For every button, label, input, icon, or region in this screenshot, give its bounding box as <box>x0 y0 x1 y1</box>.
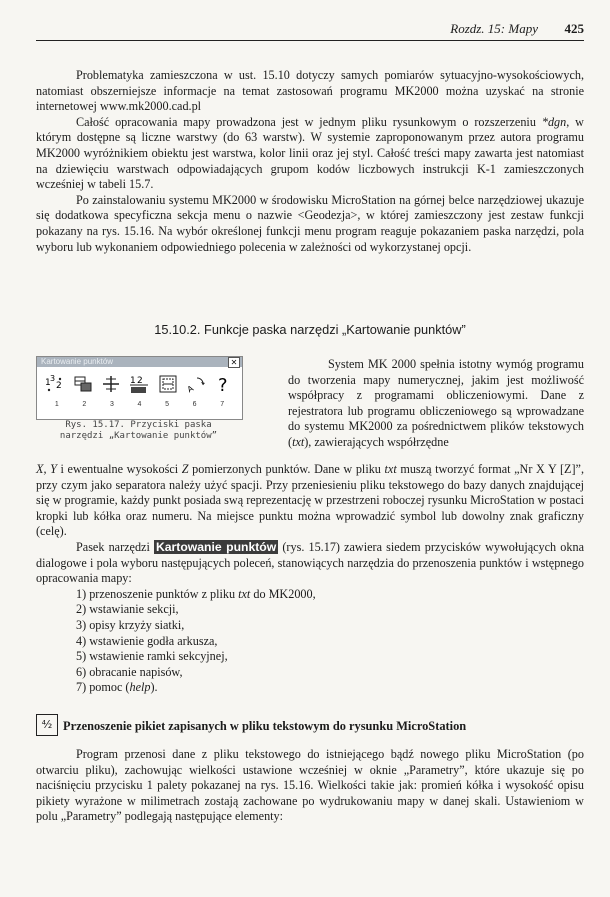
rotate-text-icon[interactable] <box>185 373 207 395</box>
svg-text:?: ? <box>217 375 228 395</box>
list-number: 3) <box>76 617 87 632</box>
paragraph-4-full <box>36 462 584 540</box>
svg-text:1: 1 <box>130 376 137 386</box>
section-heading <box>36 714 584 740</box>
list-item <box>36 649 584 665</box>
import-points-icon[interactable] <box>44 373 66 395</box>
button-number: 4 <box>137 401 142 408</box>
paragraph-2-text: Całość opracowania mapy prowadzona jest w jednym pliku rysunkowym o rozszerzeniu <box>76 114 542 129</box>
list-number: 6) <box>76 664 87 679</box>
list-item <box>36 665 584 681</box>
figure-caption-line-2: narzędzi „Kartowanie punktów” <box>59 431 218 441</box>
section-title: Przenoszenie pikiet zapisanych w pliku tekstowym do rysunku MicroStation <box>63 719 467 733</box>
sheet-emblem-icon[interactable] <box>128 373 150 395</box>
toolbar-buttons <box>37 367 242 401</box>
toolbar-title: Kartowanie punktów <box>41 357 114 366</box>
list-item <box>36 602 584 618</box>
section-frame-icon[interactable] <box>157 373 179 395</box>
txt-term: txt <box>384 462 397 476</box>
p4-text-4: pomierzonych punktów. Dane w pliku <box>188 462 385 476</box>
paragraph-4-side-text: System MK 2000 spełnia istotny wymóg programu do tworzenia mapy numerycznej, jakim jest możliwość współpracy z programami obliczeniowymi. Dane z rejestratora lub programu obliczeniowego są wprowadzane do systemu MK2000 za pośrednictwem plików tekstowych ( <box>288 357 584 449</box>
list-item <box>36 634 584 650</box>
toolbar-figure <box>36 356 243 420</box>
insert-section-icon[interactable] <box>72 373 94 395</box>
paragraph-4-side-end: ), zawierających współrzędne <box>304 434 449 449</box>
main-text <box>36 462 584 696</box>
closing-text <box>36 747 584 825</box>
list-number: 4) <box>76 633 87 648</box>
list-tail: do MK2000, <box>250 586 316 601</box>
button-number: 1 <box>54 401 59 408</box>
import-points-icon: ⁴⁄₂ <box>36 714 58 736</box>
button-number: 7 <box>220 401 225 408</box>
paragraph-1 <box>36 68 584 115</box>
svg-text:A: A <box>185 383 195 395</box>
p4-text-2: i ewentualne wysokości <box>56 462 182 476</box>
list-text: przenoszenie punktów z pliku <box>89 586 239 601</box>
p5-text-a: Pasek narzędzi <box>76 539 154 554</box>
list-number: 1) <box>76 586 87 601</box>
list-item <box>36 680 584 696</box>
highlighted-toolbar-name: Kartowanie punktów <box>155 539 277 554</box>
figure-caption-line-1: Rys. 15.17. Przyciski paska <box>65 420 212 430</box>
close-icon[interactable]: ✕ <box>228 357 240 368</box>
list-number: 7) <box>76 680 87 695</box>
list-emphasis: help <box>129 680 151 695</box>
list-text: opisy krzyży siatki, <box>89 617 185 632</box>
button-number: 2 <box>82 401 87 408</box>
paragraph-3: Po zainstalowaniu systemu MK2000 w środowisku MicroStation na górnej belce narzędziowej ukazuje się dodatkowa specyficzna sekcja menu o nazwie <Geodezja>, w której zamieszczony jest zestaw funkcji pokazany na rys. 15.16. Na wybór określonej funkcji menu program reaguje pokazaniem paska narzędzi, pola wyboru lub wykonaniem odpowiedniego polecenia w zależności od wykorzystanej opcji. <box>36 192 584 254</box>
toolbar-button-numbers <box>37 401 242 408</box>
xy-term: X, Y <box>36 462 57 476</box>
paragraph-4-side <box>288 357 584 451</box>
intro-block <box>36 68 584 255</box>
figure-caption <box>36 420 241 442</box>
paragraph-5 <box>36 540 584 587</box>
button-number: 3 <box>109 401 114 408</box>
paragraph-2-text-cont: , w którym dostępne są liczne warstwy (do 63 warstw). W systemie zaproponowanym przez autora programu MK2000 wyróżnikiem obiektu jest warstwa, kolor linii oraz jej styl. Całość treści mapy zawarta jest natomiast na dziewięciu warstwach odpowiadających grupom kodów liczbowych instrukcji K-1 zamieszczonych wcześniej w tabeli 15.7. <box>36 114 584 192</box>
paragraph-1-text: Problematyka zamieszczona w ust. 15.10 dotyczy samych pomiarów sytuacyjno-wysokościowych, natomiast obszerniejsze informacje na temat zastosowań programu MK2000 można uzyskać na stronie internetowej <box>36 68 584 114</box>
paragraph-2 <box>36 115 584 193</box>
grid-cross-labels-icon[interactable] <box>100 373 122 395</box>
svg-text:3: 3 <box>50 374 56 383</box>
paragraph-6: Program przenosi dane z pliku tekstowego do istniejącego bądź nowego pliku MicroStation (po otwarciu pliku), zachowując wielkości ustawione wcześniej w oknie „Parametry”, które ukazuje się po naciśnięciu przycisku 1 palety pokazanej na rys. 15.16. Wielkości takie jak: promień kółka i wysokość opisu pikiety wyrażone w milimetrach zostają zachowane po wydrukowaniu mapy w danej skali. Ustawieniom w polu „Parametry” podlegają następujące elementy: <box>36 747 584 824</box>
list-text: wstawienie ramki sekcyjnej, <box>89 649 228 664</box>
svg-text:2: 2 <box>137 376 144 386</box>
p5-text-b: (rys. 15.17) zawiera siedem przycisków wywołujących okna dialogowe i pola wyboru następujących poleceń, stanowiących narzędzia do przenoszenia punktów i wstępnego opracowania mapy: <box>36 539 584 586</box>
page-header <box>36 20 584 41</box>
help-icon[interactable] <box>213 373 235 395</box>
website-link[interactable]: www.mk2000.cad.pl <box>99 99 202 114</box>
list-tail: ). <box>150 680 158 695</box>
subsection-heading: 15.10.2. Funkcje paska narzędzi „Kartowanie punktów” <box>154 322 466 337</box>
list-text: pomoc ( <box>89 680 130 695</box>
z-term: Z <box>181 462 189 476</box>
button-number: 5 <box>165 401 169 408</box>
list-item <box>36 618 584 634</box>
list-text: wstawienie godła arkusza, <box>89 633 218 648</box>
button-number: 6 <box>192 401 197 408</box>
list-number: 2) <box>76 602 87 617</box>
list-text: wstawianie sekcji, <box>89 602 179 617</box>
running-head: Rozdz. 15: Mapy <box>450 21 538 36</box>
svg-text:2: 2 <box>56 381 62 391</box>
toolbar-titlebar <box>37 357 242 367</box>
list-text: obracanie napisów, <box>89 664 183 679</box>
page-number: 425 <box>564 21 584 36</box>
list-item <box>36 587 584 603</box>
svg-text:1: 1 <box>45 378 51 388</box>
txt-term: txt <box>292 434 305 449</box>
p4-text-6: muszą tworzyć format „Nr X Y [Z]”, przy czym jako separatora należy użyć spacji. Przy przeniesieniu pliku tekstowego do bazy danych znajdującej się w programie, każdy punkt posiada swą reprezentację w przestrzeni roboczej rysunku MicroStation w postaci kropki lub kółka oraz numeru. Na miejsce punktu można wprowadzić symbol lub dowolny znak graficzny (celę). <box>36 462 584 539</box>
list-number: 5) <box>76 649 87 664</box>
dgn-extension: *dgn <box>541 114 567 129</box>
command-list <box>36 587 584 696</box>
side-text <box>288 357 584 451</box>
list-emphasis: txt <box>238 586 251 601</box>
